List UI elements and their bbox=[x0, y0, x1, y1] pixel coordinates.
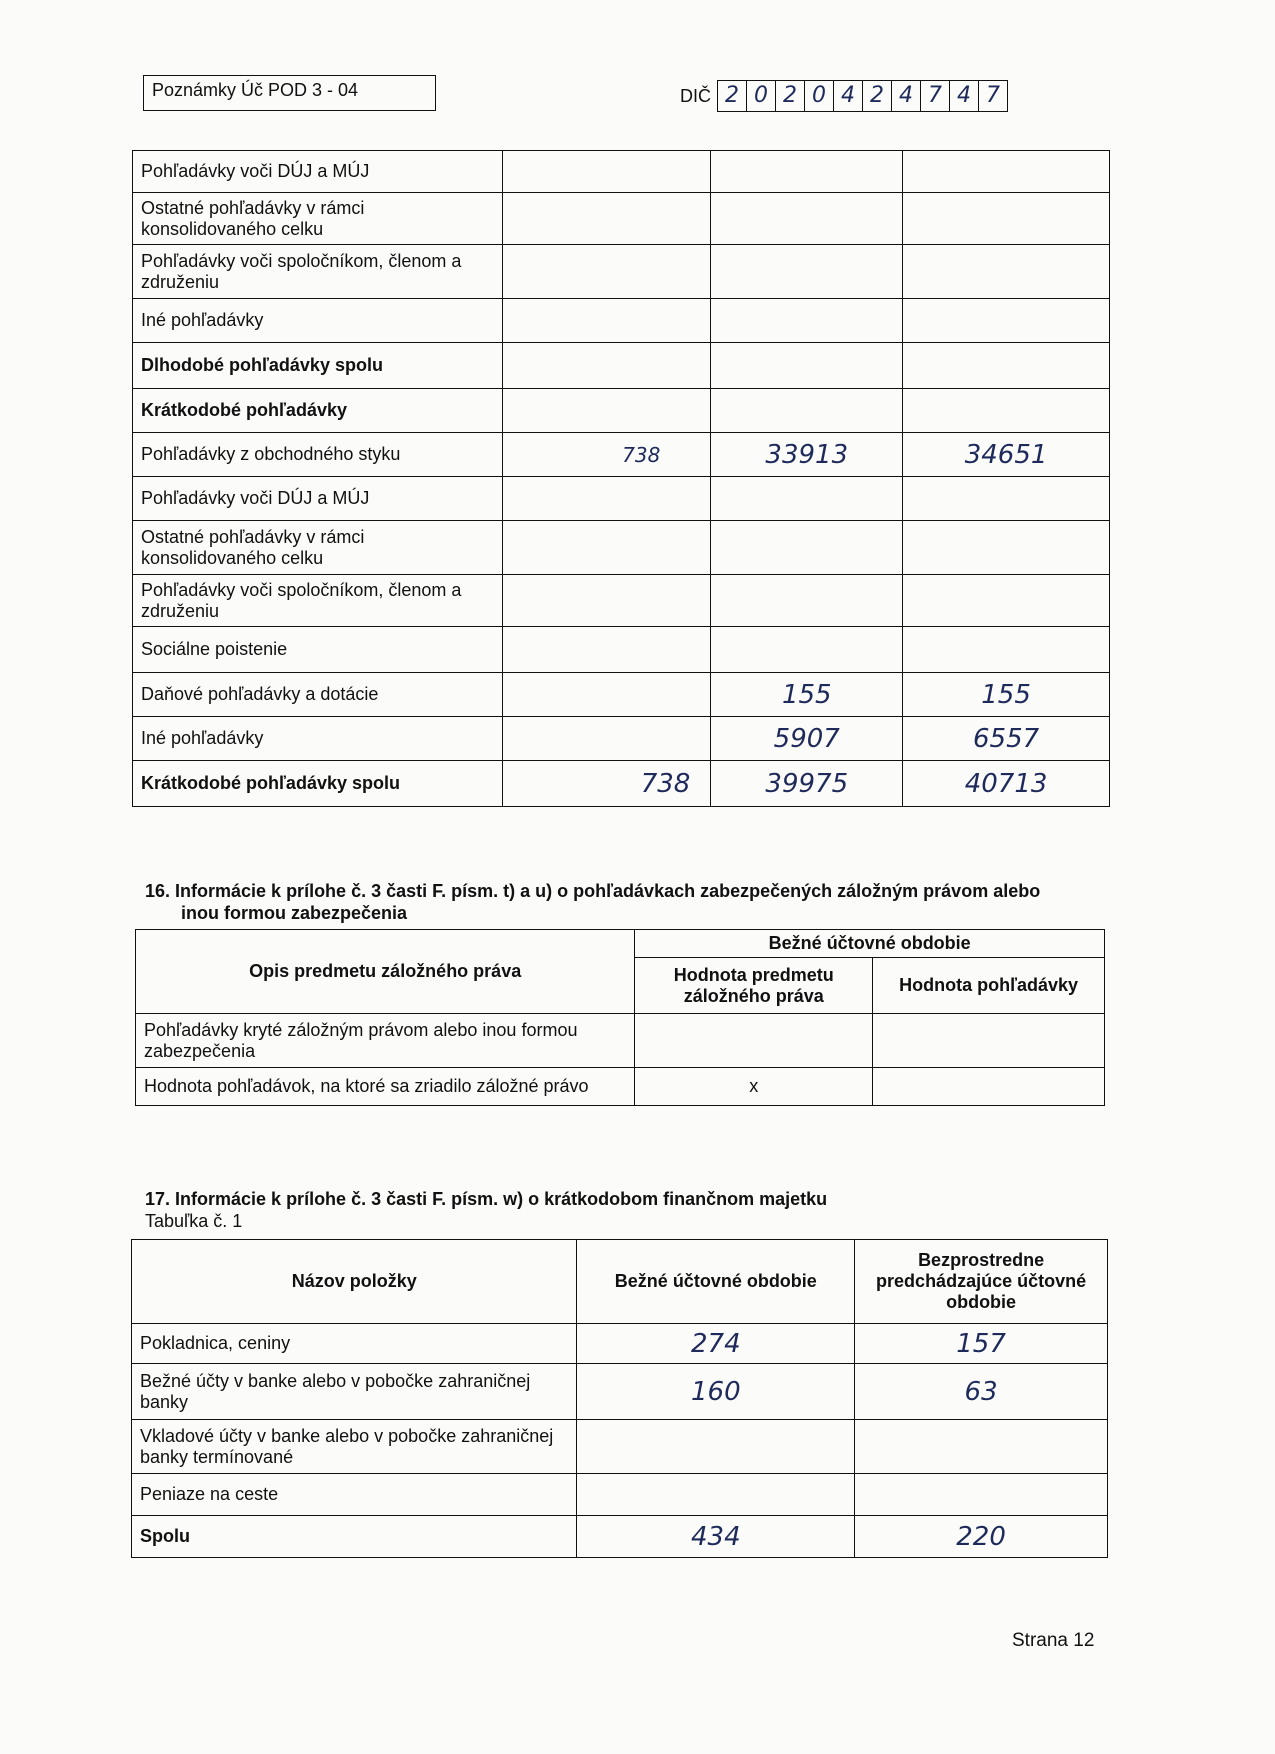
cell-value bbox=[903, 245, 1110, 299]
col-name-header: Názov položky bbox=[132, 1240, 577, 1324]
table-row bbox=[133, 389, 1110, 433]
cell-value bbox=[711, 521, 903, 575]
cell-value: 155 bbox=[903, 673, 1110, 717]
cell-value bbox=[903, 575, 1110, 627]
row-label: Sociálne poistenie bbox=[133, 627, 503, 673]
section16-title-line1: 16. Informácie k prílohe č. 3 časti F. písm. t) a u) o pohľadávkach zabezpečených záložným právom alebo bbox=[145, 881, 1041, 901]
row-label: Ostatné pohľadávky v rámci konsolidovaného celku bbox=[133, 193, 503, 245]
dic-digit: 2 bbox=[776, 81, 805, 111]
cell-value bbox=[502, 575, 711, 627]
dic-digit: 0 bbox=[805, 81, 834, 111]
table-row bbox=[136, 1068, 1105, 1106]
table-row bbox=[133, 673, 1110, 717]
table-row bbox=[133, 433, 1110, 477]
row-label: Daňové pohľadávky a dotácie bbox=[133, 673, 503, 717]
dic-digit: 2 bbox=[863, 81, 892, 111]
cell-value bbox=[903, 389, 1110, 433]
cell-value bbox=[502, 673, 711, 717]
row-label: Pohľadávky z obchodného styku bbox=[133, 433, 503, 477]
row-label: Spolu bbox=[132, 1516, 577, 1558]
cell-value bbox=[502, 477, 711, 521]
table-row bbox=[133, 627, 1110, 673]
form-label: Poznámky Úč POD 3 - 04 bbox=[152, 80, 359, 100]
cell-value bbox=[873, 1014, 1105, 1068]
section17-caption: Tabuľka č. 1 bbox=[145, 1211, 243, 1231]
cell-value: 33913 bbox=[711, 433, 903, 477]
col-current-header: Bežné účtovné obdobie bbox=[577, 1240, 855, 1324]
cell-value bbox=[855, 1474, 1108, 1516]
col-receivable-value-header: Hodnota pohľadávky bbox=[873, 958, 1105, 1014]
row-label: Krátkodobé pohľadávky bbox=[133, 389, 503, 433]
dic-digit: 4 bbox=[834, 81, 863, 111]
cell-value: 738 bbox=[502, 761, 711, 807]
dic-field bbox=[680, 80, 1008, 112]
row-label: Iné pohľadávky bbox=[133, 717, 503, 761]
cell-value: 5907 bbox=[711, 717, 903, 761]
pledge-table bbox=[135, 929, 1105, 1106]
table-row bbox=[133, 299, 1110, 343]
row-label: Hodnota pohľadávok, na ktoré sa zriadilo záložné právo bbox=[136, 1068, 635, 1106]
row-label: Ostatné pohľadávky v rámci konsolidovaného celku bbox=[133, 521, 503, 575]
cell-value: 34651 bbox=[903, 433, 1110, 477]
row-label: Bežné účty v banke alebo v pobočke zahraničnej banky bbox=[132, 1364, 577, 1420]
table-row bbox=[132, 1474, 1108, 1516]
row-label: Krátkodobé pohľadávky spolu bbox=[133, 761, 503, 807]
cell-value bbox=[635, 1014, 873, 1068]
row-label: Pohľadávky voči spoločníkom, členom a združeniu bbox=[133, 245, 503, 299]
row-label: Dlhodobé pohľadávky spolu bbox=[133, 343, 503, 389]
section17-title: 17. Informácie k prílohe č. 3 časti F. písm. w) o krátkodobom finančnom majetku bbox=[145, 1189, 828, 1209]
financial-assets-table bbox=[131, 1239, 1108, 1558]
table-row bbox=[133, 575, 1110, 627]
cell-value bbox=[903, 521, 1110, 575]
row-label: Peniaze na ceste bbox=[132, 1474, 577, 1516]
cell-value: 220 bbox=[855, 1516, 1108, 1558]
table-row bbox=[133, 761, 1110, 807]
dic-label: DIČ bbox=[680, 85, 711, 106]
cell-value bbox=[502, 627, 711, 673]
cell-value bbox=[711, 477, 903, 521]
cell-value bbox=[502, 343, 711, 389]
dic-cells bbox=[717, 80, 1008, 112]
table-row bbox=[133, 151, 1110, 193]
cell-value bbox=[903, 151, 1110, 193]
cell-value bbox=[502, 299, 711, 343]
dic-digit: 2 bbox=[718, 81, 747, 111]
cell-value bbox=[711, 575, 903, 627]
row-label: Pokladnica, ceniny bbox=[132, 1324, 577, 1364]
cell-value bbox=[711, 299, 903, 343]
cell-value bbox=[903, 299, 1110, 343]
row-label: Iné pohľadávky bbox=[133, 299, 503, 343]
table-row bbox=[132, 1364, 1108, 1420]
dic-digit: 4 bbox=[892, 81, 921, 111]
table-header-row bbox=[136, 930, 1105, 958]
table-row bbox=[132, 1420, 1108, 1474]
cell-value bbox=[502, 245, 711, 299]
cell-value bbox=[873, 1068, 1105, 1106]
cell-value: 160 bbox=[577, 1364, 855, 1420]
cell-value bbox=[903, 343, 1110, 389]
cell-value bbox=[903, 193, 1110, 245]
cell-value bbox=[502, 717, 711, 761]
cell-value bbox=[711, 389, 903, 433]
cell-value bbox=[711, 343, 903, 389]
cell-value: 274 bbox=[577, 1324, 855, 1364]
row-label: Pohľadávky voči spoločníkom, členom a združeniu bbox=[133, 575, 503, 627]
cell-value bbox=[903, 627, 1110, 673]
table-row bbox=[133, 193, 1110, 245]
cell-value: 155 bbox=[711, 673, 903, 717]
cell-value bbox=[711, 193, 903, 245]
cell-value bbox=[502, 389, 711, 433]
col-period-header: Bežné účtovné obdobie bbox=[635, 930, 1105, 958]
cell-value bbox=[903, 477, 1110, 521]
row-label: Pohľadávky kryté záložným právom alebo inou formou zabezpečenia bbox=[136, 1014, 635, 1068]
page-number: Strana 12 bbox=[1012, 1630, 1095, 1651]
form-label-box bbox=[143, 75, 436, 111]
cell-value bbox=[502, 151, 711, 193]
cell-value bbox=[855, 1420, 1108, 1474]
cell-value: 39975 bbox=[711, 761, 903, 807]
dic-digit: 4 bbox=[950, 81, 979, 111]
table-row bbox=[136, 1014, 1105, 1068]
table-row bbox=[133, 343, 1110, 389]
cell-value: 157 bbox=[855, 1324, 1108, 1364]
cell-value: 738 bbox=[502, 433, 711, 477]
cell-value bbox=[577, 1474, 855, 1516]
cell-value: 40713 bbox=[903, 761, 1110, 807]
row-label: Pohľadávky voči DÚJ a MÚJ bbox=[133, 151, 503, 193]
table-row bbox=[133, 477, 1110, 521]
receivables-table bbox=[132, 150, 1110, 807]
cell-value bbox=[577, 1420, 855, 1474]
col-previous-header: Bezprostredne predchádzajúce účtovné obdobie bbox=[855, 1240, 1108, 1324]
dic-digit: 0 bbox=[747, 81, 776, 111]
cell-value bbox=[711, 627, 903, 673]
row-label: Vkladové účty v banke alebo v pobočke zahraničnej banky termínované bbox=[132, 1420, 577, 1474]
dic-digit: 7 bbox=[921, 81, 950, 111]
table-row bbox=[132, 1516, 1108, 1558]
col-desc-header: Opis predmetu záložného práva bbox=[136, 930, 635, 1014]
section16-title-line2: inou formou zabezpečenia bbox=[181, 903, 408, 923]
cell-value: x bbox=[635, 1068, 873, 1106]
cell-value bbox=[502, 193, 711, 245]
cell-value: 6557 bbox=[903, 717, 1110, 761]
cell-value bbox=[711, 245, 903, 299]
dic-digit: 7 bbox=[986, 83, 1000, 108]
table-row bbox=[133, 717, 1110, 761]
table-row bbox=[132, 1324, 1108, 1364]
table-row bbox=[133, 521, 1110, 575]
cell-value bbox=[502, 521, 711, 575]
cell-value: 63 bbox=[855, 1364, 1108, 1420]
row-label: Pohľadávky voči DÚJ a MÚJ bbox=[133, 477, 503, 521]
cell-value: 434 bbox=[577, 1516, 855, 1558]
cell-value bbox=[711, 151, 903, 193]
col-pledge-value-header: Hodnota predmetu záložného práva bbox=[635, 958, 873, 1014]
table-header-row bbox=[132, 1240, 1108, 1324]
table-row bbox=[133, 245, 1110, 299]
section16-title bbox=[145, 880, 1125, 924]
